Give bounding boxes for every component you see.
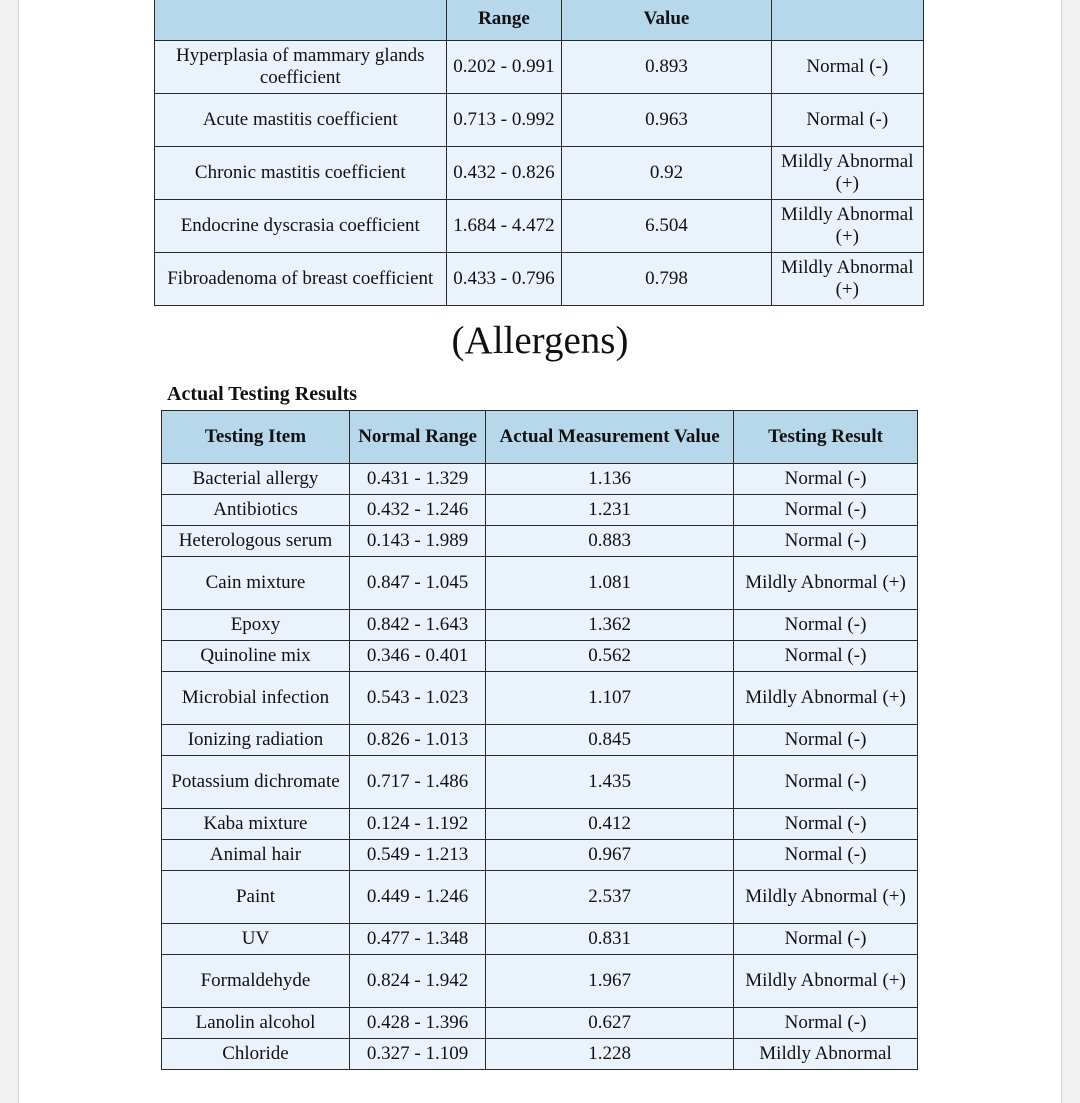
cell-result: Normal (-) bbox=[734, 924, 918, 955]
cell-item: Chloride bbox=[161, 1039, 350, 1070]
cell-result: Normal (-) bbox=[734, 526, 918, 557]
cell-item: Antibiotics bbox=[161, 495, 350, 526]
cell-value: 6.504 bbox=[562, 200, 771, 253]
cell-item: Paint bbox=[161, 871, 350, 924]
table-row bbox=[161, 610, 918, 641]
table-row bbox=[154, 41, 924, 94]
table-row bbox=[154, 147, 924, 200]
cell-value: 0.92 bbox=[562, 147, 771, 200]
cell-item: Chronic mastitis coefficient bbox=[154, 147, 447, 200]
cell-item: Endocrine dyscrasia coefficient bbox=[154, 200, 447, 253]
cell-item: Kaba mixture bbox=[161, 809, 350, 840]
table-row bbox=[154, 253, 924, 306]
cell-range: 0.842 - 1.643 bbox=[350, 610, 486, 641]
table-row bbox=[161, 526, 918, 557]
cell-item: Quinoline mix bbox=[161, 641, 350, 672]
cell-range: 0.202 - 0.991 bbox=[447, 41, 563, 94]
cell-range: 0.143 - 1.989 bbox=[350, 526, 486, 557]
cell-result: Mildly Abnormal (+) bbox=[734, 955, 918, 1008]
table-row bbox=[161, 955, 918, 1008]
cell-value: 0.893 bbox=[562, 41, 771, 94]
cell-result: Normal (-) bbox=[734, 809, 918, 840]
cell-item: Microbial infection bbox=[161, 672, 350, 725]
cell-result: Normal (-) bbox=[734, 641, 918, 672]
cell-value: 0.798 bbox=[562, 253, 771, 306]
document-page bbox=[18, 0, 1062, 1103]
cell-result: Normal (-) bbox=[734, 610, 918, 641]
header-range: Range bbox=[447, 0, 563, 41]
cell-value: 1.435 bbox=[486, 756, 734, 809]
header-value: Value bbox=[562, 0, 771, 41]
cell-item: Lanolin alcohol bbox=[161, 1008, 350, 1039]
section-title: (Allergens) bbox=[451, 319, 629, 362]
cell-item: Fibroadenoma of breast coefficient bbox=[154, 253, 447, 306]
cell-value: 1.107 bbox=[486, 672, 734, 725]
cell-item: Cain mixture bbox=[161, 557, 350, 610]
cell-item: Hyperplasia of mammary glands coefficient bbox=[154, 41, 447, 94]
results-label: Actual Testing Results bbox=[167, 383, 358, 405]
table-header-row bbox=[154, 0, 924, 41]
cell-range: 0.549 - 1.213 bbox=[350, 840, 486, 871]
cell-result: Mildly Abnormal (+) bbox=[734, 557, 918, 610]
cell-range: 0.717 - 1.486 bbox=[350, 756, 486, 809]
cell-item: Ionizing radiation bbox=[161, 725, 350, 756]
table-row bbox=[161, 871, 918, 924]
cell-result: Normal (-) bbox=[734, 756, 918, 809]
table-row bbox=[154, 200, 924, 253]
cell-result: Mildly Abnormal (+) bbox=[772, 200, 924, 253]
cell-value: 1.231 bbox=[486, 495, 734, 526]
table-row bbox=[161, 725, 918, 756]
cell-result: Normal (-) bbox=[734, 464, 918, 495]
cell-item: Potassium dichromate bbox=[161, 756, 350, 809]
cell-range: 0.826 - 1.013 bbox=[350, 725, 486, 756]
cell-result: Mildly Abnormal (+) bbox=[734, 672, 918, 725]
cell-range: 0.449 - 1.246 bbox=[350, 871, 486, 924]
cell-item: Animal hair bbox=[161, 840, 350, 871]
cell-range: 0.824 - 1.942 bbox=[350, 955, 486, 1008]
header-normal-range: Normal Range bbox=[350, 410, 486, 464]
cell-range: 0.543 - 1.023 bbox=[350, 672, 486, 725]
table-row bbox=[154, 94, 924, 147]
cell-range: 0.327 - 1.109 bbox=[350, 1039, 486, 1070]
allergen-table bbox=[161, 410, 918, 1070]
cell-result: Mildly Abnormal (+) bbox=[734, 871, 918, 924]
cell-value: 1.362 bbox=[486, 610, 734, 641]
cell-range: 0.346 - 0.401 bbox=[350, 641, 486, 672]
cell-range: 0.428 - 1.396 bbox=[350, 1008, 486, 1039]
header-result bbox=[772, 0, 924, 41]
cell-range: 0.713 - 0.992 bbox=[447, 94, 563, 147]
cell-range: 1.684 - 4.472 bbox=[447, 200, 563, 253]
table-row bbox=[161, 464, 918, 495]
cell-range: 0.847 - 1.045 bbox=[350, 557, 486, 610]
cell-result: Normal (-) bbox=[734, 495, 918, 526]
table-row bbox=[161, 840, 918, 871]
cell-range: 0.432 - 0.826 bbox=[447, 147, 563, 200]
cell-range: 0.433 - 0.796 bbox=[447, 253, 563, 306]
cell-range: 0.124 - 1.192 bbox=[350, 809, 486, 840]
cell-value: 0.412 bbox=[486, 809, 734, 840]
table-row bbox=[161, 1008, 918, 1039]
cell-result: Mildly Abnormal (+) bbox=[772, 147, 924, 200]
header-measurement-value: Actual Measurement Value bbox=[486, 410, 734, 464]
table-row bbox=[161, 641, 918, 672]
cell-result: Mildly Abnormal bbox=[734, 1039, 918, 1070]
table-row bbox=[161, 557, 918, 610]
header-testing-result: Testing Result bbox=[734, 410, 918, 464]
cell-item: Bacterial allergy bbox=[161, 464, 350, 495]
cell-value: 0.831 bbox=[486, 924, 734, 955]
cell-value: 1.228 bbox=[486, 1039, 734, 1070]
cell-value: 0.845 bbox=[486, 725, 734, 756]
cell-value: 1.081 bbox=[486, 557, 734, 610]
cell-item: Epoxy bbox=[161, 610, 350, 641]
cell-value: 0.883 bbox=[486, 526, 734, 557]
cell-result: Normal (-) bbox=[772, 94, 924, 147]
cell-value: 0.562 bbox=[486, 641, 734, 672]
cell-range: 0.477 - 1.348 bbox=[350, 924, 486, 955]
table-row bbox=[161, 756, 918, 809]
cell-item: UV bbox=[161, 924, 350, 955]
table-row bbox=[161, 924, 918, 955]
coefficient-table bbox=[154, 0, 924, 306]
cell-value: 1.967 bbox=[486, 955, 734, 1008]
cell-result: Mildly Abnormal (+) bbox=[772, 253, 924, 306]
cell-value: 1.136 bbox=[486, 464, 734, 495]
cell-value: 2.537 bbox=[486, 871, 734, 924]
cell-result: Normal (-) bbox=[734, 725, 918, 756]
cell-item: Formaldehyde bbox=[161, 955, 350, 1008]
table-header-row bbox=[161, 410, 918, 464]
table-row bbox=[161, 1039, 918, 1070]
table-row bbox=[161, 809, 918, 840]
header-item bbox=[154, 0, 447, 41]
cell-range: 0.432 - 1.246 bbox=[350, 495, 486, 526]
cell-item: Acute mastitis coefficient bbox=[154, 94, 447, 147]
table-row bbox=[161, 495, 918, 526]
cell-value: 0.963 bbox=[562, 94, 771, 147]
cell-range: 0.431 - 1.329 bbox=[350, 464, 486, 495]
cell-result: Normal (-) bbox=[772, 41, 924, 94]
cell-item: Heterologous serum bbox=[161, 526, 350, 557]
cell-value: 0.627 bbox=[486, 1008, 734, 1039]
cell-result: Normal (-) bbox=[734, 1008, 918, 1039]
header-testing-item: Testing Item bbox=[161, 410, 350, 464]
cell-value: 0.967 bbox=[486, 840, 734, 871]
table-row bbox=[161, 672, 918, 725]
cell-result: Normal (-) bbox=[734, 840, 918, 871]
